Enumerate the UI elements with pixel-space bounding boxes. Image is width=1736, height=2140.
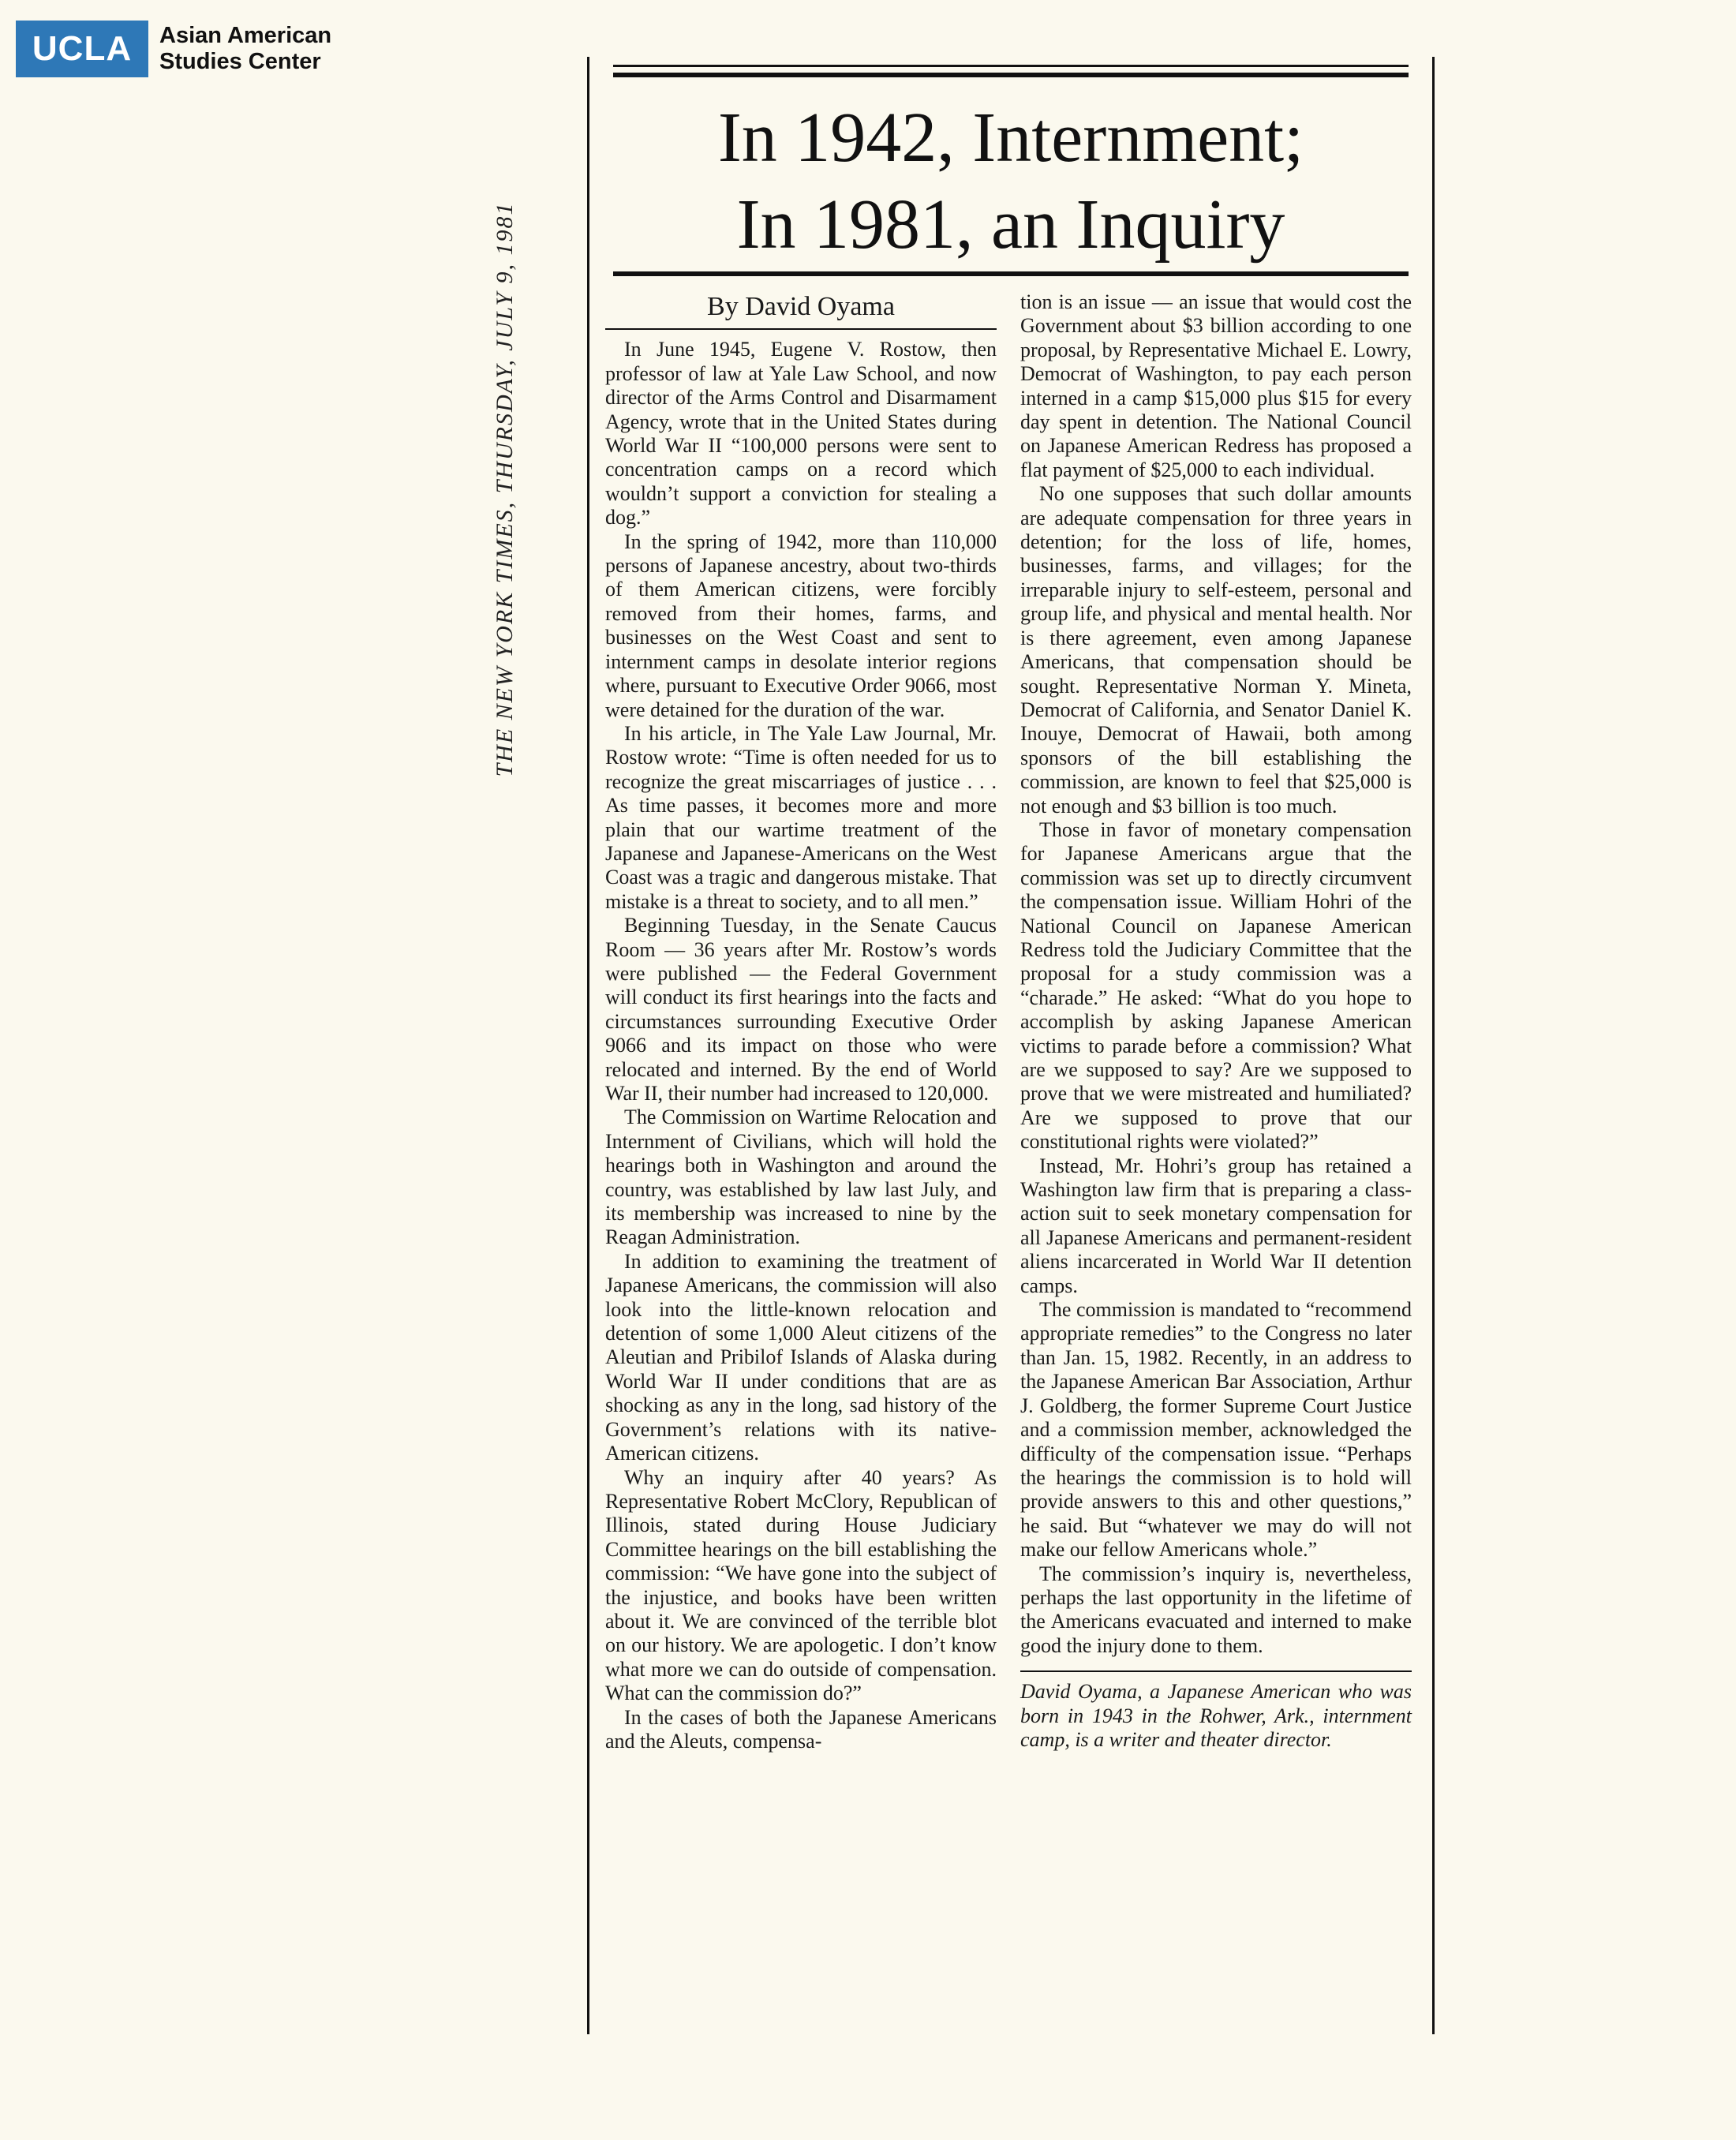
headline — [589, 95, 1432, 268]
headline-line-1: In 1942, Internment; — [717, 99, 1304, 177]
paragraph: In addition to examining the treatment of Japanese Americans, the commission will also look into the little-known relocation and detention of some 1,000 Aleut citizens of the Aleutian and Pribilof Islands of Alaska during World War II under conditions that are as shocking as any in the long, sad history of the Government’s relations with its native-American citizens. — [605, 1249, 997, 1465]
newspaper-dateline: THE NEW YORK TIMES, THURSDAY, JULY 9, 1981 — [492, 201, 518, 777]
headline-rule — [613, 271, 1409, 276]
article-frame — [587, 57, 1435, 2034]
author-note-rule — [1020, 1670, 1412, 1672]
left-column — [605, 290, 997, 1753]
ucla-logo-box: UCLA — [16, 21, 148, 77]
logo-line-2: Studies Center — [159, 49, 321, 74]
paragraph: tion is an issue — an issue that would cost the Government about $3 billion according to one proposal, by Representative Michael E. Lowry, Democrat of Washington, to pay each person interned in a camp $15,000 plus $15 for every day spent in detention. The National Council on Japanese American Redress has proposed a flat payment of $25,000 to each individual. — [1020, 290, 1412, 481]
headline-line-2: In 1981, an Inquiry — [736, 185, 1285, 264]
paragraph: In June 1945, Eugene V. Rostow, then professor of law at Yale Law School, and now director of the Arms Control and Disarmament Agency, wrote that in the United States during World War II “100,000 persons were sent to concentration camps on a record which wouldn’t support a conviction for stealing a dog.” — [605, 338, 997, 529]
paragraph: The commission is mandated to “recommend appropriate remedies” to the Congress no later than Jan. 15, 1982. Recently, in an address to the Japanese American Bar Association, Arthur J. Goldberg, the former Supreme Court Justice and a commission member, acknowledged the difficulty of the compensation issue. “Perhaps the hearings the commission is to hold will provide answers to this and other questions,” he said. But “whatever we may do will not make our fellow Americans whole.” — [1020, 1298, 1412, 1562]
paragraph: Beginning Tuesday, in the Senate Caucus Room — 36 years after Mr. Rostow’s words were published — the Federal Government will conduct its first hearings into the facts and circumstances surrounding Executive Order 9066 and its impact on those who were relocated and interned. By the end of World War II, their number had increased to 120,000. — [605, 914, 997, 1105]
paragraph: In his article, in The Yale Law Journal, Mr. Rostow wrote: “Time is often needed for us to recognize the great miscarriages of justice . . . As time passes, it becomes more and more plain that our wartime treatment of the Japanese and Japanese-Americans on the West Coast was a tragic and dangerous mistake. That mistake is a threat to society, and to all men.” — [605, 721, 997, 913]
author-note: David Oyama, a Japanese American who was born in 1943 in the Rohwer, Ark., internment camp, is a writer and theater director. — [1020, 1680, 1412, 1751]
byline: By David Oyama — [707, 292, 895, 321]
paragraph: Instead, Mr. Hohri’s group has retained a Washington law firm that is preparing a class-action suit to seek monetary compensation for all Japanese Americans and permanent-resident aliens incarcerated in World War II detention camps. — [1020, 1154, 1412, 1297]
right-column — [1020, 290, 1412, 1752]
paragraph: Those in favor of monetary compensation for Japanese Americans argue that the commission was set up to directly circumvent the compensation issue. William Hohri of the National Council on Japanese American Redress told the Judiciary Committee that the proposal for a study commission was a “charade.” He asked: “What do you hope to accomplish by asking Japanese American victims to parade before a commission? What are we supposed to say? Are we supposed to prove that we were mistreated and humiliated? Are we supposed to prove that our constitutional rights were violated?” — [1020, 817, 1412, 1154]
paragraph: The Commission on Wartime Relocation and Internment of Civilians, which will hold the hearings both in Washington and around the country, was established by law last July, and its membership was increased to nine by the Reagan Administration. — [605, 1106, 997, 1249]
paragraph: Why an inquiry after 40 years? As Representative Robert McClory, Republican of Illinois, stated during House Judiciary Committee hearings on the bill establishing the commission: “We have gone into the subject of the injustice, and books have been written about it. We are convinced of the terrible blot on our history. We are apologetic. I don’t know what more we can do outside of compensation. What can the commission do?” — [605, 1465, 997, 1705]
paragraph: In the cases of both the Japanese Americans and the Aleuts, compensa- — [605, 1705, 997, 1753]
ucla-logo — [16, 21, 331, 77]
paragraph: The commission’s inquiry is, nevertheless, perhaps the last opportunity in the lifetime of the Americans evacuated and interned to make good the injury done to them. — [1020, 1562, 1412, 1657]
top-rule-thick — [613, 73, 1409, 77]
paragraph: No one supposes that such dollar amounts are adequate compensation for three years in detention; for the loss of life, homes, businesses, farms, and villages; for the irreparable injury to self-esteem, personal and group life, and physical and mental health. Nor is there agreement, even among Japanese Americans, that compensation should be sought. Representative Norman Y. Mineta, Democrat of California, and Senator Daniel K. Inouye, Democrat of Hawaii, both among sponsors of the bill establishing the commission, are known to feel that $25,000 is not enough and $3 billion is too much. — [1020, 482, 1412, 817]
top-rule-thin — [613, 65, 1409, 67]
logo-line-1: Asian American — [159, 23, 332, 48]
paragraph: In the spring of 1942, more than 110,000 persons of Japanese ancestry, about two-thirds of them American citizens, were forcibly removed from their homes, farms, and businesses on the West Coast and sent to internment camps in desolate interior regions where, pursuant to Executive Order 9066, most were detained for the duration of the war. — [605, 529, 997, 721]
byline-rule — [605, 328, 997, 330]
logo-text — [159, 23, 331, 75]
